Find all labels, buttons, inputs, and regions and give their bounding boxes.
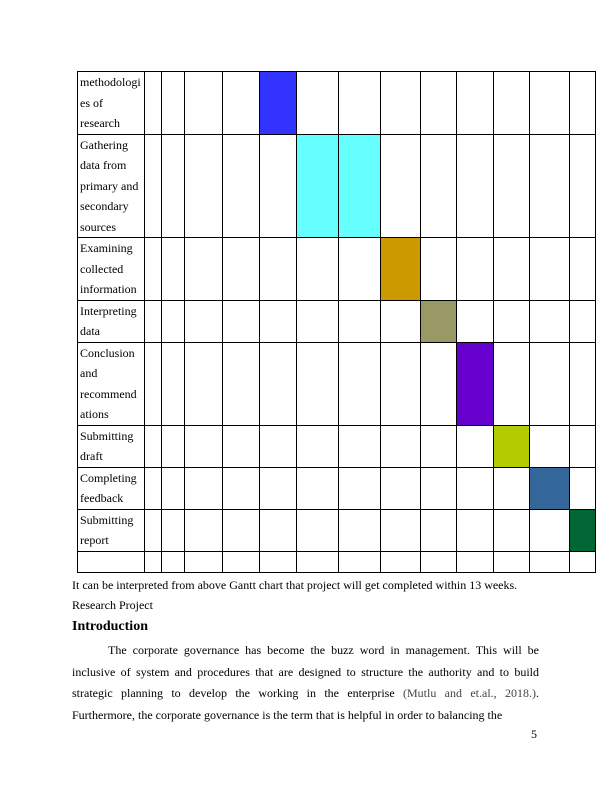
gantt-cell-week-2 <box>162 134 185 238</box>
gantt-cell-week-11 <box>494 342 530 425</box>
gantt-cell-week-10 <box>457 238 494 301</box>
gantt-cell-week-12 <box>530 134 570 238</box>
gantt-cell-week-13 <box>570 342 596 425</box>
gantt-cell-week-5 <box>260 238 297 301</box>
gantt-bar-week-10 <box>457 342 494 425</box>
gantt-cell-week-9 <box>421 238 457 301</box>
gantt-cell-week-5 <box>260 425 297 467</box>
gantt-task-label <box>78 551 145 573</box>
gantt-cell-week-10 <box>457 551 494 573</box>
gantt-bar-week-6 <box>297 134 339 238</box>
gantt-task-line: Completing <box>80 470 137 485</box>
gantt-cell-week-1 <box>145 342 162 425</box>
gantt-cell-week-13 <box>570 238 596 301</box>
gantt-task-label <box>78 72 145 135</box>
gantt-cell-week-4 <box>223 134 260 238</box>
gantt-cell-week-3 <box>185 300 223 342</box>
gantt-cell-week-8 <box>381 551 421 573</box>
gantt-task-label <box>78 467 145 509</box>
gantt-cell-week-11 <box>494 72 530 135</box>
gantt-task-line: es of <box>80 95 103 110</box>
gantt-cell-week-3 <box>185 425 223 467</box>
gantt-task-line <box>80 552 142 573</box>
gantt-bar-week-8 <box>381 238 421 301</box>
gantt-task-label <box>78 509 145 551</box>
gantt-task-line: Gathering <box>80 137 128 152</box>
gantt-task-line: sources <box>80 219 116 234</box>
gantt-cell-week-7 <box>339 467 381 509</box>
gantt-cell-week-1 <box>145 72 162 135</box>
gantt-cell-week-2 <box>162 342 185 425</box>
gantt-cell-week-8 <box>381 134 421 238</box>
gantt-cell-week-4 <box>223 300 260 342</box>
gantt-cell-week-1 <box>145 467 162 509</box>
gantt-cell-week-8 <box>381 509 421 551</box>
gantt-task-line: feedback <box>80 491 124 505</box>
gantt-cell-week-9 <box>421 509 457 551</box>
gantt-row <box>78 238 596 301</box>
gantt-task-label <box>78 238 145 301</box>
gantt-bar-week-12 <box>530 467 570 509</box>
gantt-cell-week-13 <box>570 72 596 135</box>
gantt-cell-week-1 <box>145 134 162 238</box>
gantt-cell-week-3 <box>185 467 223 509</box>
gantt-cell-week-4 <box>223 238 260 301</box>
gantt-task-line: collected <box>80 261 124 276</box>
gantt-cell-week-4 <box>223 509 260 551</box>
gantt-cell-week-9 <box>421 342 457 425</box>
project-label: Research Project <box>72 598 153 612</box>
gantt-bar-week-5 <box>260 72 297 135</box>
gantt-cell-week-4 <box>223 467 260 509</box>
gantt-task-line: secondary <box>80 199 129 213</box>
gantt-task-line: Submitting <box>80 428 134 443</box>
gantt-task-line: recommend <box>80 386 137 401</box>
page-number: 5 <box>531 727 537 741</box>
intro-text-part-1: The corporate governance has become the buzz word in management. This will be inclusive of system and procedures that are designed to structure the authority and to build strategic planning to develop the working in the enterprise <box>72 643 539 700</box>
gantt-cell-week-8 <box>381 425 421 467</box>
gantt-task-line: and <box>80 366 98 380</box>
gantt-cell-week-7 <box>339 72 381 135</box>
gantt-cell-week-12 <box>530 425 570 467</box>
gantt-row <box>78 300 596 342</box>
gantt-cell-week-7 <box>339 300 381 342</box>
gantt-task-line: Conclusion <box>80 345 135 360</box>
gantt-cell-week-8 <box>381 342 421 425</box>
gantt-task-line: draft <box>80 449 103 463</box>
gantt-cell-week-5 <box>260 467 297 509</box>
gantt-cell-week-9 <box>421 134 457 238</box>
gantt-cell-week-13 <box>570 134 596 238</box>
gantt-cell-week-1 <box>145 238 162 301</box>
gantt-cell-week-11 <box>494 551 530 573</box>
gantt-cell-week-6 <box>297 238 339 301</box>
gantt-cell-week-11 <box>494 134 530 238</box>
gantt-cell-week-6 <box>297 509 339 551</box>
gantt-cell-week-2 <box>162 467 185 509</box>
gantt-cell-week-2 <box>162 425 185 467</box>
gantt-cell-week-4 <box>223 551 260 573</box>
gantt-cell-week-7 <box>339 425 381 467</box>
gantt-cell-week-13 <box>570 551 596 573</box>
gantt-cell-week-9 <box>421 72 457 135</box>
gantt-task-label <box>78 425 145 467</box>
gantt-row <box>78 425 596 467</box>
gantt-cell-week-13 <box>570 467 596 509</box>
gantt-cell-week-10 <box>457 467 494 509</box>
gantt-cell-week-4 <box>223 425 260 467</box>
gantt-bar-week-9 <box>421 300 457 342</box>
gantt-cell-week-3 <box>185 342 223 425</box>
gantt-task-label <box>78 342 145 425</box>
gantt-cell-week-11 <box>494 467 530 509</box>
gantt-task-line: methodologi <box>80 75 141 89</box>
gantt-task-line: report <box>80 533 109 547</box>
gantt-cell-week-2 <box>162 509 185 551</box>
gantt-cell-week-1 <box>145 425 162 467</box>
gantt-cell-week-5 <box>260 134 297 238</box>
gantt-cell-week-8 <box>381 467 421 509</box>
gantt-task-line: primary and <box>80 178 139 193</box>
gantt-bar-week-11 <box>494 425 530 467</box>
section-heading: Introduction <box>72 619 148 634</box>
gantt-cell-week-10 <box>457 72 494 135</box>
gantt-cell-week-3 <box>185 551 223 573</box>
gantt-cell-week-5 <box>260 509 297 551</box>
gantt-task-line: Examining <box>80 241 133 255</box>
gantt-cell-week-6 <box>297 467 339 509</box>
gantt-cell-week-9 <box>421 551 457 573</box>
gantt-cell-week-9 <box>421 425 457 467</box>
gantt-cell-week-3 <box>185 238 223 301</box>
gantt-row <box>78 342 596 425</box>
gantt-cell-week-2 <box>162 300 185 342</box>
gantt-cell-week-1 <box>145 509 162 551</box>
gantt-bar-week-13 <box>570 509 596 551</box>
gantt-task-line: Submitting <box>80 512 134 527</box>
gantt-table <box>77 71 596 573</box>
gantt-cell-week-10 <box>457 300 494 342</box>
gantt-task-line: information <box>80 282 137 296</box>
gantt-cell-week-7 <box>339 238 381 301</box>
gantt-cell-week-13 <box>570 300 596 342</box>
gantt-cell-week-13 <box>570 425 596 467</box>
gantt-cell-week-3 <box>185 72 223 135</box>
gantt-cell-week-12 <box>530 509 570 551</box>
gantt-row <box>78 72 596 135</box>
gantt-cell-week-2 <box>162 551 185 573</box>
gantt-row <box>78 467 596 509</box>
intro-text-part-2: . Furthermore, the corporate governance is the term that is helpful in order to balancing the <box>72 686 540 722</box>
gantt-cell-week-6 <box>297 300 339 342</box>
gantt-cell-week-3 <box>185 134 223 238</box>
gantt-task-line: Interpreting <box>80 303 137 318</box>
gantt-task-label <box>78 300 145 342</box>
gantt-cell-week-6 <box>297 342 339 425</box>
gantt-cell-week-1 <box>145 300 162 342</box>
gantt-cell-week-5 <box>260 551 297 573</box>
gantt-cell-week-8 <box>381 300 421 342</box>
gantt-cell-week-4 <box>223 72 260 135</box>
gantt-cell-week-10 <box>457 134 494 238</box>
gantt-cell-week-3 <box>185 509 223 551</box>
gantt-cell-week-11 <box>494 300 530 342</box>
gantt-cell-week-1 <box>145 551 162 573</box>
gantt-task-label <box>78 134 145 238</box>
gantt-task-line: research <box>80 116 120 130</box>
gantt-row <box>78 134 596 238</box>
gantt-row <box>78 551 596 573</box>
gantt-cell-week-7 <box>339 342 381 425</box>
gantt-cell-week-7 <box>339 509 381 551</box>
gantt-bar-week-7 <box>339 134 381 238</box>
gantt-task-line: ations <box>80 407 109 421</box>
gantt-task-line: data from <box>80 158 127 172</box>
gantt-cell-week-7 <box>339 551 381 573</box>
intro-paragraph <box>72 640 539 726</box>
gantt-cell-week-4 <box>223 342 260 425</box>
gantt-cell-week-12 <box>530 551 570 573</box>
gantt-cell-week-2 <box>162 72 185 135</box>
gantt-cell-week-5 <box>260 342 297 425</box>
gantt-task-line: data <box>80 324 100 338</box>
gantt-cell-week-6 <box>297 425 339 467</box>
gantt-cell-week-12 <box>530 300 570 342</box>
gantt-cell-week-2 <box>162 238 185 301</box>
gantt-cell-week-9 <box>421 467 457 509</box>
gantt-cell-week-10 <box>457 425 494 467</box>
gantt-cell-week-6 <box>297 72 339 135</box>
gantt-cell-week-12 <box>530 342 570 425</box>
gantt-cell-week-12 <box>530 72 570 135</box>
gantt-cell-week-12 <box>530 238 570 301</box>
gantt-cell-week-5 <box>260 300 297 342</box>
citation: (Mutlu and et.al., 2018.) <box>403 686 537 700</box>
gantt-cell-week-11 <box>494 238 530 301</box>
gantt-cell-week-10 <box>457 509 494 551</box>
gantt-cell-week-11 <box>494 509 530 551</box>
gantt-cell-week-6 <box>297 551 339 573</box>
gantt-row <box>78 509 596 551</box>
gantt-summary: It can be interpreted from above Gantt chart that project will get completed within 13 weeks. <box>72 578 518 592</box>
gantt-cell-week-8 <box>381 72 421 135</box>
